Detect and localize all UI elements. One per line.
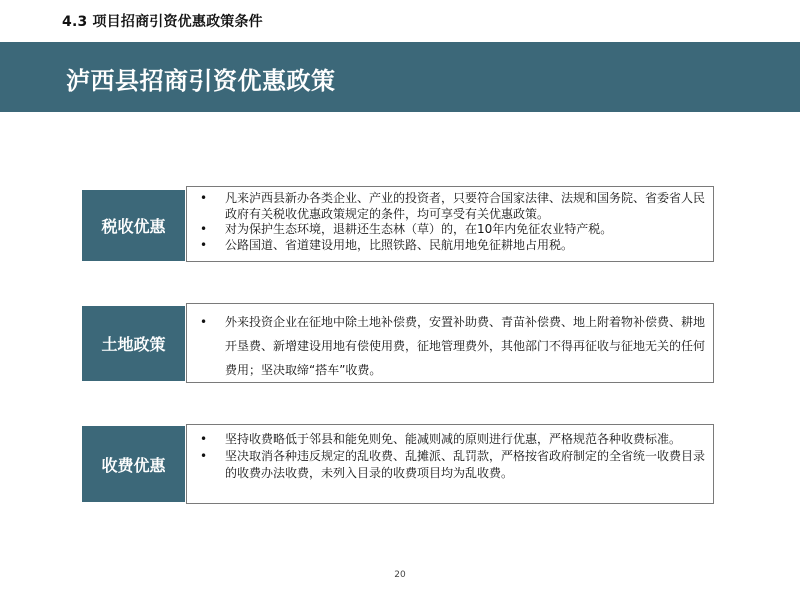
list-item: • 坚持收费略低于邻县和能免则免、能减则减的原则进行优惠，严格规范各种收费标准。: [187, 431, 705, 448]
policy-list-tax: [187, 191, 705, 253]
title-banner: [0, 42, 800, 112]
page-title: 泸西县招商引资优惠政策: [66, 67, 336, 95]
policy-box-fee: [186, 424, 714, 504]
policy-list-land: [187, 310, 705, 382]
policy-label-land: 土地政策: [82, 306, 185, 381]
policy-label-fee: 收费优惠: [82, 426, 185, 502]
policy-label-tax: 税收优惠: [82, 190, 185, 261]
policy-box-land: [186, 303, 714, 383]
list-item: • 对为保护生态环境，退耕还生态林（草）的，在10年内免征农业特产税。: [187, 222, 705, 238]
policy-list-fee: [187, 431, 705, 482]
section-heading: 4.3 项目招商引资优惠政策条件: [62, 14, 263, 30]
policy-box-tax: [186, 186, 714, 262]
list-item: • 公路国道、省道建设用地，比照铁路、民航用地免征耕地占用税。: [187, 238, 705, 254]
page-number: 20: [394, 570, 406, 580]
list-item: • 凡来泸西县新办各类企业、产业的投资者，只要符合国家法律、法规和国务院、省委省人民政府有关税收优惠政策规定的条件，均可享受有关优惠政策。: [187, 191, 705, 222]
list-item: • 外来投资企业在征地中除土地补偿费，安置补助费、青苗补偿费、地上附着物补偿费、耕地开垦费、新增建设用地有偿使用费，征地管理费外，其他部门不得再征收与征地无关的任何费用；坚决取缔“搭车”收费。: [187, 310, 705, 382]
list-item: • 坚决取消各种违反规定的乱收费、乱摊派、乱罚款，严格按省政府制定的全省统一收费目录的收费办法收费，未列入目录的收费项目均为乱收费。: [187, 448, 705, 482]
